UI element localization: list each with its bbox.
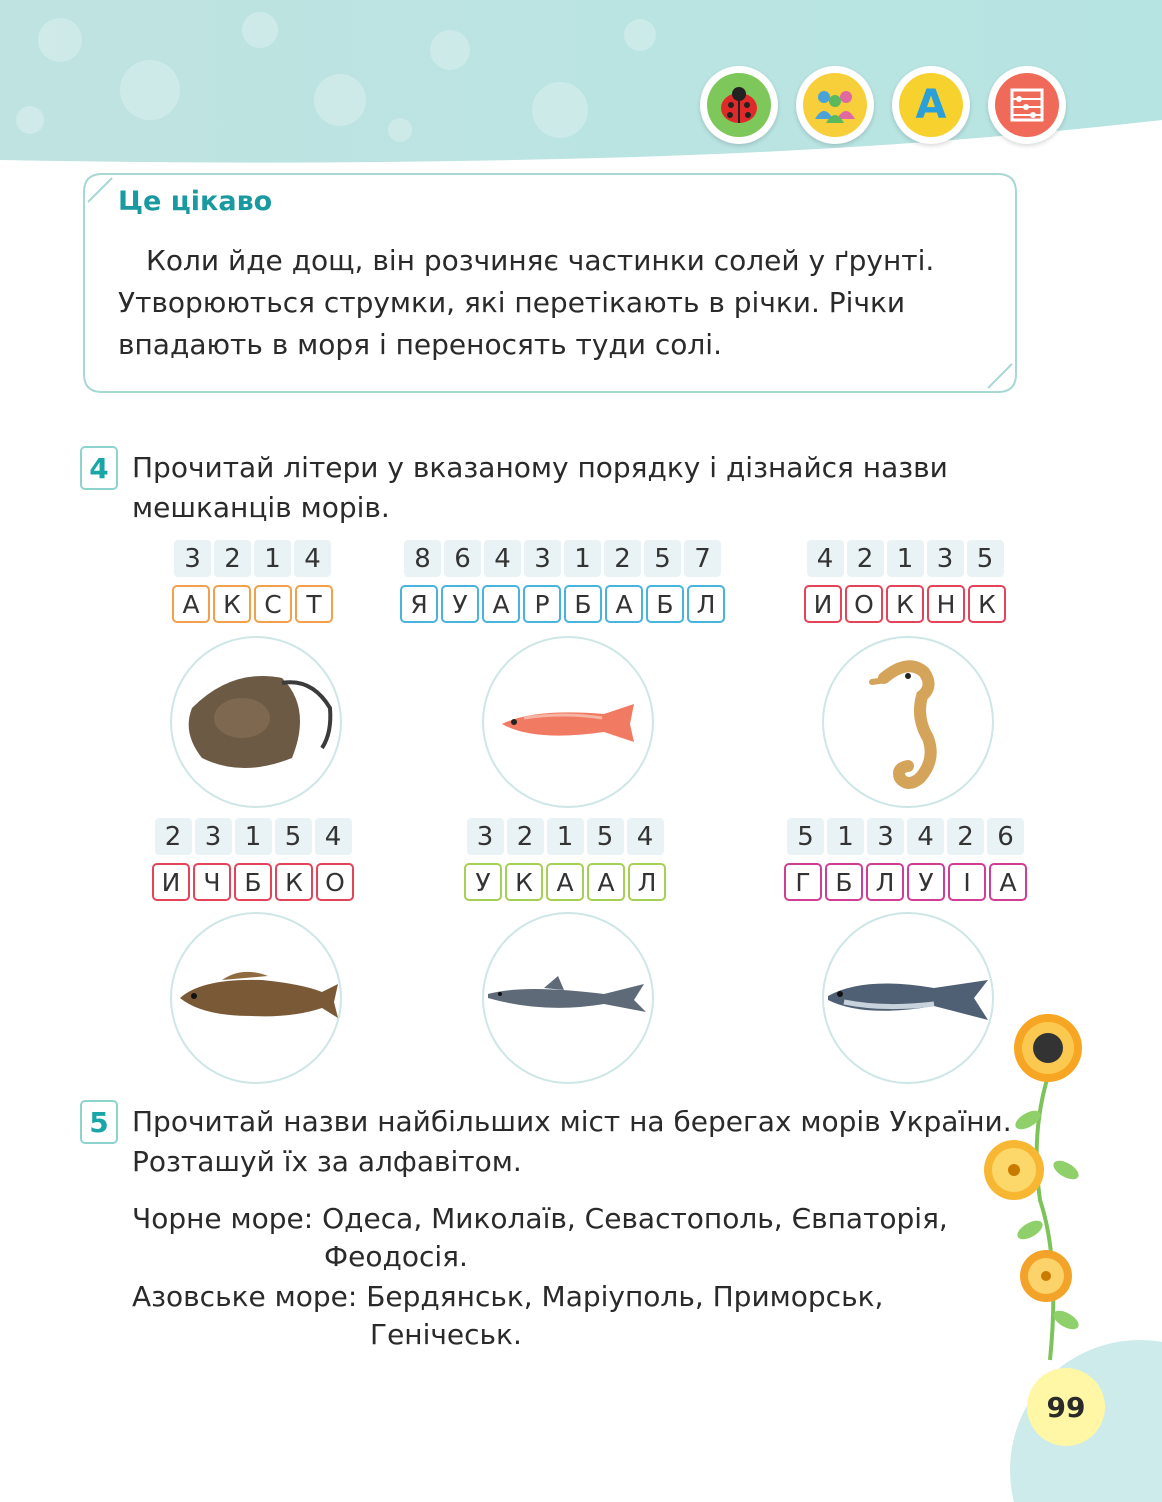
digit-cell: 1: [254, 540, 291, 577]
letter-a-icon: A: [892, 66, 970, 144]
digit-row: [174, 540, 331, 577]
letter-cell: Р: [523, 585, 561, 623]
digit-cell: 2: [155, 818, 192, 855]
digit-cell: 3: [195, 818, 232, 855]
azov-sea-cities: [132, 1278, 883, 1354]
letter-cell: У: [441, 585, 479, 623]
section-icons: [700, 66, 1066, 144]
letter-cell: К: [275, 863, 313, 901]
digit-row: [787, 818, 1024, 855]
digit-cell: 5: [967, 540, 1004, 577]
ladybug-icon: [700, 66, 778, 144]
letter-cell: У: [464, 863, 502, 901]
info-title: Це цікаво: [118, 186, 273, 217]
digit-cell: 1: [564, 540, 601, 577]
digit-cell: 4: [294, 540, 331, 577]
letter-cell: Б: [825, 863, 863, 901]
letter-row: [804, 585, 1006, 623]
people-group-icon: [796, 66, 874, 144]
digit-cell: 1: [887, 540, 924, 577]
digit-cell: 2: [214, 540, 251, 577]
digit-cell: 5: [787, 818, 824, 855]
letter-cell: А: [587, 863, 625, 901]
digit-cell: 4: [627, 818, 664, 855]
digit-row: [404, 540, 721, 577]
digit-cell: 1: [235, 818, 272, 855]
digit-row: [155, 818, 352, 855]
puzzle-2: [400, 540, 725, 623]
flower-icon: [984, 1140, 1044, 1200]
goby-image: [170, 912, 342, 1084]
task-5-text: [132, 1102, 1012, 1182]
letter-cell: И: [152, 863, 190, 901]
task-4-line-2: мешканців морів.: [132, 491, 390, 524]
letter-cell: І: [948, 863, 986, 901]
puzzle-6: [784, 818, 1027, 901]
stingray-image: [170, 636, 342, 808]
info-line-3: впадають в моря і переносять туди солі.: [118, 328, 722, 361]
task-5-line-2: Розташуй їх за алфавітом.: [132, 1145, 522, 1178]
digit-row: [807, 540, 1004, 577]
digit-cell: 7: [684, 540, 721, 577]
digit-cell: 1: [827, 818, 864, 855]
page-number: 99: [1027, 1368, 1105, 1446]
azov-sea-label: Азовське море:: [132, 1280, 358, 1313]
letter-cell: К: [505, 863, 543, 901]
digit-cell: 4: [907, 818, 944, 855]
black-sea-line-2: Феодосія.: [324, 1240, 468, 1273]
digit-cell: 5: [275, 818, 312, 855]
digit-cell: 3: [174, 540, 211, 577]
puzzle-5: [464, 818, 666, 901]
task-4-line-1: Прочитай літери у вказаному порядку і дізнайся назви: [132, 451, 948, 484]
letter-cell: Б: [646, 585, 684, 623]
letter-cell: Н: [927, 585, 965, 623]
azov-sea-line-1: Бердянськ, Маріуполь, Приморськ,: [366, 1280, 884, 1313]
digit-cell: 6: [444, 540, 481, 577]
abacus-icon: [988, 66, 1066, 144]
sunflower-icon: [1014, 1014, 1082, 1082]
letter-cell: А: [172, 585, 210, 623]
info-line-1: Коли йде дощ, він розчиняє частинки солей у ґрунті.: [146, 244, 935, 277]
flowers-decoration: [970, 1000, 1100, 1370]
digit-cell: 3: [467, 818, 504, 855]
letter-cell: И: [804, 585, 842, 623]
letter-cell: Л: [628, 863, 666, 901]
red-mullet-image: [482, 636, 654, 808]
digit-cell: 3: [524, 540, 561, 577]
letter-cell: О: [316, 863, 354, 901]
black-sea-line-1: Одеса, Миколаїв, Севастополь, Євпаторія,: [322, 1202, 948, 1235]
digit-cell: 3: [927, 540, 964, 577]
digit-cell: 5: [644, 540, 681, 577]
letter-cell: Л: [687, 585, 725, 623]
letter-cell: А: [546, 863, 584, 901]
letter-row: [464, 863, 666, 901]
task-4-number: 4: [80, 446, 118, 490]
letter-row: [172, 585, 333, 623]
letter-cell: Б: [234, 863, 272, 901]
bluefish-image: [822, 912, 994, 1084]
letter-cell: К: [213, 585, 251, 623]
digit-cell: 4: [484, 540, 521, 577]
digit-row: [467, 818, 664, 855]
letter-cell: Г: [784, 863, 822, 901]
info-text: [118, 240, 948, 366]
puzzle-3: [804, 540, 1006, 623]
letter-row: [784, 863, 1027, 901]
task-5-number: 5: [80, 1100, 118, 1144]
letter-cell: С: [254, 585, 292, 623]
letter-cell: Т: [295, 585, 333, 623]
letter-cell: К: [968, 585, 1006, 623]
letter-cell: К: [886, 585, 924, 623]
letter-cell: А: [605, 585, 643, 623]
black-sea-label: Чорне море:: [132, 1202, 314, 1235]
letter-cell: Л: [866, 863, 904, 901]
digit-cell: 2: [947, 818, 984, 855]
digit-cell: 3: [867, 818, 904, 855]
seahorse-image: [822, 636, 994, 808]
letter-cell: Б: [564, 585, 602, 623]
task-5-line-1: Прочитай назви найбільших міст на берегах морів України.: [132, 1105, 1012, 1138]
digit-cell: 4: [807, 540, 844, 577]
flower-icon: [1020, 1250, 1072, 1302]
digit-cell: 2: [604, 540, 641, 577]
digit-cell: 4: [315, 818, 352, 855]
puzzle-4: [152, 818, 354, 901]
puzzle-1: [172, 540, 333, 623]
digit-cell: 6: [987, 818, 1024, 855]
task-4-text: [132, 448, 948, 528]
letter-row: [400, 585, 725, 623]
letter-cell: А: [989, 863, 1027, 901]
digit-cell: 1: [547, 818, 584, 855]
info-line-2: Утворюються струмки, які перетікають в річки. Річки: [118, 286, 906, 319]
letter-row: [152, 863, 354, 901]
digit-cell: 2: [507, 818, 544, 855]
azov-sea-line-2: Генічеськ.: [370, 1318, 522, 1351]
digit-cell: 5: [587, 818, 624, 855]
digit-cell: 2: [847, 540, 884, 577]
letter-cell: Ч: [193, 863, 231, 901]
letter-cell: Я: [400, 585, 438, 623]
dogfish-image: [482, 912, 654, 1084]
letter-cell: О: [845, 585, 883, 623]
letter-cell: У: [907, 863, 945, 901]
letter-cell: А: [482, 585, 520, 623]
digit-cell: 8: [404, 540, 441, 577]
black-sea-cities: [132, 1200, 948, 1276]
